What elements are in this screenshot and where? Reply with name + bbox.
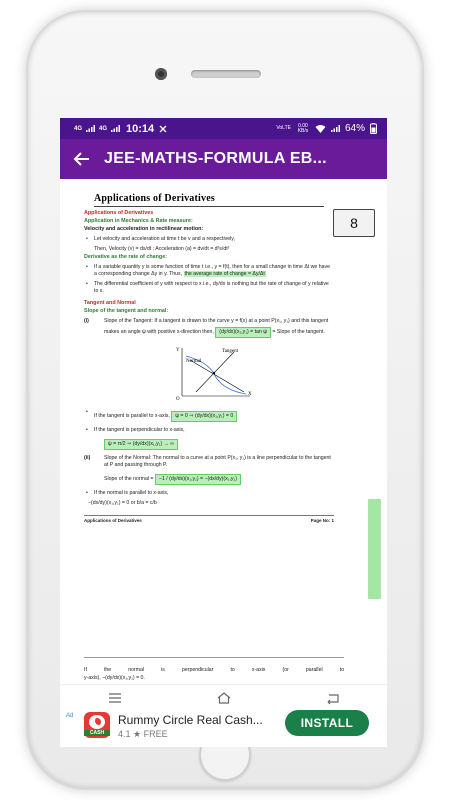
app-title: JEE-MATHS-FORMULA EB... (104, 150, 327, 167)
word: to (339, 667, 344, 673)
status-time: 10:14 (126, 122, 155, 135)
network-speed: 0.00 KB/s (297, 122, 309, 134)
page-footer (84, 515, 334, 524)
tangent-normal-graph (174, 346, 254, 400)
back-icon (326, 693, 340, 703)
network-1-label: 4G (74, 125, 83, 132)
highlighted-equation: ψ = π/2 ⇒ (dy/dx)(x₁,y₁) → ∞ (104, 439, 178, 450)
page-number-badge: 8 (333, 209, 375, 237)
subsection-heading: Application in Mechanics & Rate measure: (84, 218, 193, 224)
graph-origin-label: O (176, 397, 180, 402)
battery-percent: 64% (344, 123, 365, 134)
word: If (84, 667, 87, 673)
highlighted-equation: −1 / (dy/dx)(x₁,y₁) = −(dx/dy)(x₁,y₁) (155, 474, 241, 485)
arrow-back-icon (74, 152, 90, 166)
item-text: Slope of the Tangent: If a tangent is drawn to the curve y = f(x) at a point P(x₁, y₁) and this tangent makes an angle ψ with positive x-direction then, (104, 318, 329, 335)
subsection-heading: Velocity and acceleration in rectilinear motion: (84, 226, 204, 232)
word: parallel (305, 667, 323, 673)
list-item (84, 409, 334, 424)
item-text-tail: = Slope of the tangent. (272, 329, 325, 335)
ad-icon-label: CASH (84, 730, 110, 736)
highlighted-equation: the average rate of change = Δy/Δt (184, 271, 265, 277)
nav-home-button[interactable] (209, 690, 239, 706)
list-item-text: If a variable quantity y is some function of time t i.e., y = f(t), then for a small change in time Δt we have a corresponding change Δy in y. Thus, (94, 264, 331, 277)
word: normal (128, 667, 145, 673)
system-nav-bar (60, 684, 387, 710)
graph-tangent-label: Tangent (222, 349, 239, 354)
document-body (84, 209, 334, 524)
signal-icon (111, 125, 120, 132)
scrollbar-thumb[interactable] (368, 499, 381, 599)
list-item: • If the normal is parallel to x-axis, (84, 490, 334, 497)
equation-label: Slope of the normal = (104, 476, 154, 482)
section-heading: Applications of Derivatives (84, 210, 154, 216)
footer-page: Page No: 1 (310, 518, 334, 523)
signal-icon (86, 125, 95, 132)
list-item: • Let velocity and acceleration at time t be v and a respectively, (84, 236, 334, 243)
numbered-item (84, 455, 334, 469)
list-item: • If the tangent is perpendicular to x-axis, (84, 427, 334, 434)
document-viewer[interactable] (60, 179, 387, 739)
word: to (230, 667, 235, 673)
section-heading: Tangent and Normal (84, 300, 136, 306)
front-camera (155, 68, 167, 80)
ad-label: Ad (66, 713, 74, 719)
app-bar (60, 139, 387, 179)
equation: −(dx/dy)(x₁,y₁) = 0 or b/a = c/b (88, 500, 157, 506)
ad-title: Rummy Circle Real Cash... (118, 713, 263, 727)
ad-rating: 4.1 (118, 729, 131, 739)
battery-icon (370, 123, 377, 134)
list-item-text: If the tangent is parallel to x-axis, (94, 413, 170, 419)
screen (60, 118, 387, 739)
equation: Then, Velocity (v) = ds/dt ; Acceleration (a) = dv/dt = d²s/dt² (94, 246, 230, 252)
numbered-item (84, 318, 334, 340)
word: the (103, 667, 112, 673)
ad-subtitle (118, 729, 263, 740)
equation-line: y-axis), −(dy/dx)(x₁,y₁) = 0. (84, 675, 145, 681)
chapter-title: Applications of Derivatives (94, 193, 324, 207)
menu-button[interactable] (100, 690, 130, 706)
tools-icon (158, 124, 168, 134)
word: x-axis (251, 667, 266, 673)
item-number: (i) (84, 318, 89, 324)
graph-x-label: X (248, 392, 252, 397)
subsection-heading: Slope of the tangent and normal: (84, 308, 169, 314)
footer-chapter: Applications of Derivatives (84, 518, 142, 523)
graph-y-label: Y (176, 348, 180, 353)
document-page-2 (84, 657, 344, 682)
list-item (84, 264, 334, 278)
star-icon: ★ (133, 729, 142, 739)
earpiece-speaker (191, 70, 261, 78)
justified-line (84, 666, 344, 674)
ad-choices-icon[interactable] (66, 712, 73, 721)
item-text: Slope of the Normal: The normal to a curve at a point P(x₁, y₁) is a line perpendicular to the tangent at P and passing through P. (104, 455, 331, 468)
volte-badge: VoLTE (276, 125, 291, 131)
word: is (161, 667, 165, 673)
word: perpendicular (181, 667, 214, 673)
ad-text[interactable] (118, 713, 263, 740)
graph-normal-label: Normal (186, 359, 202, 364)
document-page (74, 189, 374, 207)
network-2-label: 4G (99, 125, 108, 132)
list-item: • The differential coefficient of y with respect to x i.e., dy/dx is nothing but the rate of change of y relative to x. (84, 281, 334, 295)
signal-icon (331, 125, 340, 132)
status-bar (60, 118, 387, 139)
ad-price: FREE (143, 729, 168, 739)
rummy-logo-icon (89, 715, 105, 729)
back-button[interactable] (60, 152, 104, 166)
menu-icon (108, 693, 122, 703)
item-number: (ii) (84, 455, 91, 461)
home-icon (216, 692, 232, 704)
nav-back-button[interactable] (318, 690, 348, 706)
wifi-icon (315, 124, 326, 133)
highlighted-equation: (dy/dx)(x₁,y₁) = tan ψ (215, 327, 271, 338)
ad-app-icon[interactable] (84, 712, 110, 738)
word: (or (282, 667, 289, 673)
highlighted-equation: ψ = 0 ⇒ (dy/dx)(x₁,y₁) = 0 (171, 411, 237, 422)
ad-banner[interactable] (60, 707, 387, 747)
subsection-heading: Derivative as the rate of change: (84, 254, 167, 260)
install-button[interactable]: INSTALL (285, 710, 369, 736)
